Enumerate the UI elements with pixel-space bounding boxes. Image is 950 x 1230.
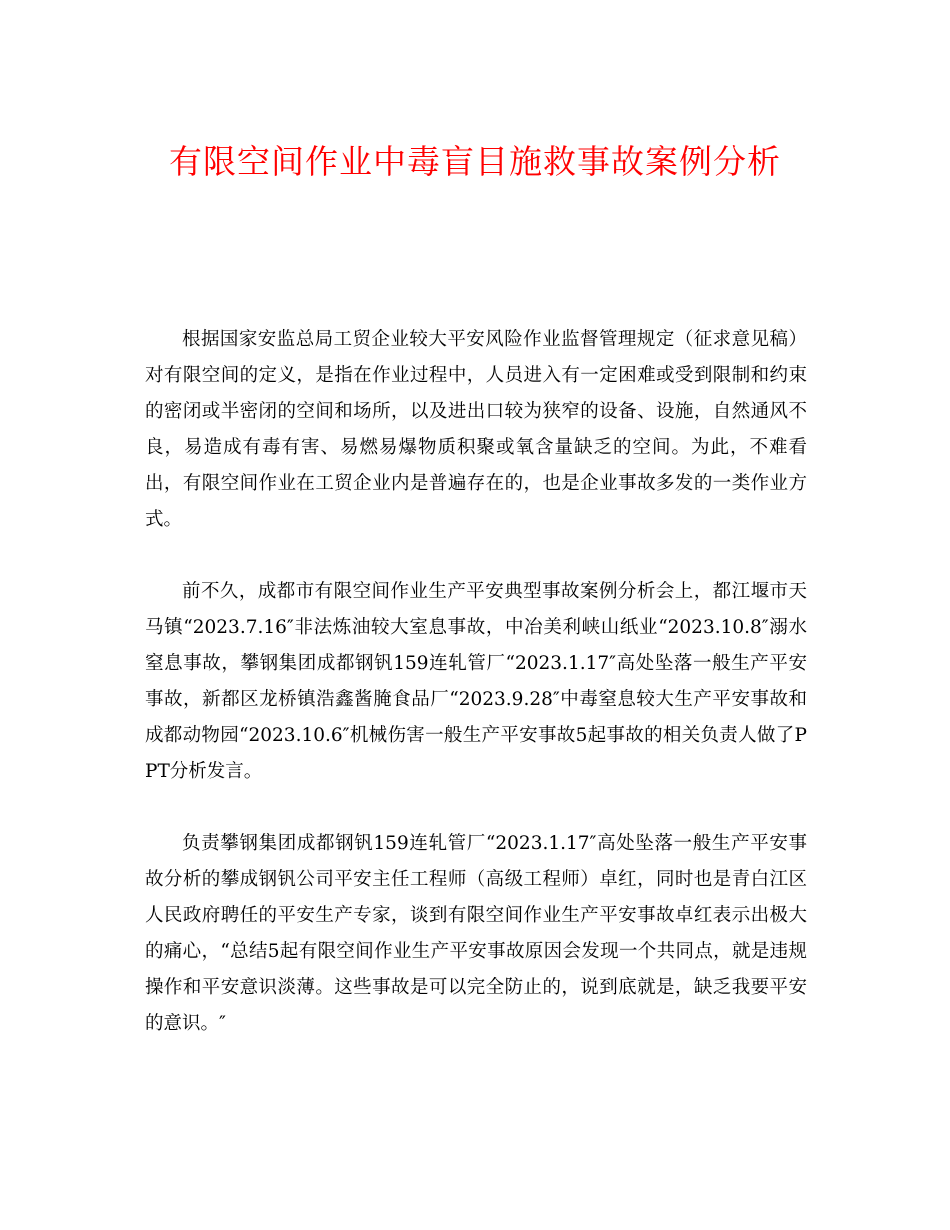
paragraph-2: 前不久，成都市有限空间作业生产平安典型事故案例分析会上，都江堰市天马镇“2023.7.16″非法炼油较大室息事故，中冶美利峡山纸业“2023.10.8″溺水窒息事故，攀钢集团成都钢钒159连轧管厂“2023.1.17″高处坠落一般生产平安事故，新都区龙桥镇浩鑫酱腌食品厂“2023.9.28″中毒窒息较大生产平安事故和成都动物园“2023.10.6″机械伤害一般生产平安事故5起事故的相关负责人做了PPT分析发言。: [145, 581, 807, 782]
document-title: 有限空间作业中毒盲目施救事故案例分析: [169, 142, 781, 181]
paragraph-1: 根据国家安监总局工贸企业较大平安风险作业监督管理规定（征求意见稿）对有限空间的定义，是指在作业过程中，人员进入有一定困难或受到限制和约束的密闭或半密闭的空间和场所，以及进出口较为狭窄的设备、设施，自然通风不良，易造成有毒有害、易燃易爆物质积聚或氧含量缺乏的空间。为此，不难看出，有限空间作业在工贸企业内是普遍存在的，也是企业事故多发的一类作业方式。: [145, 329, 807, 530]
paragraph-3: 负责攀钢集团成都钢钒159连轧管厂“2023.1.17″高处坠落一般生产平安事故分析的攀成钢钒公司平安主任工程师（高级工程师）卓红，同时也是青白江区人民政府聘任的平安生产专家，谈到有限空间作业生产平安事故卓红表示出极大的痛心，“总结5起有限空间作业生产平安事故原因会发现一个共同点，就是违规操作和平安意识淡薄。这些事故是可以完全防止的，说到底就是，缺乏我要平安的意识。″: [145, 833, 807, 1034]
document-body: [145, 322, 807, 1078]
